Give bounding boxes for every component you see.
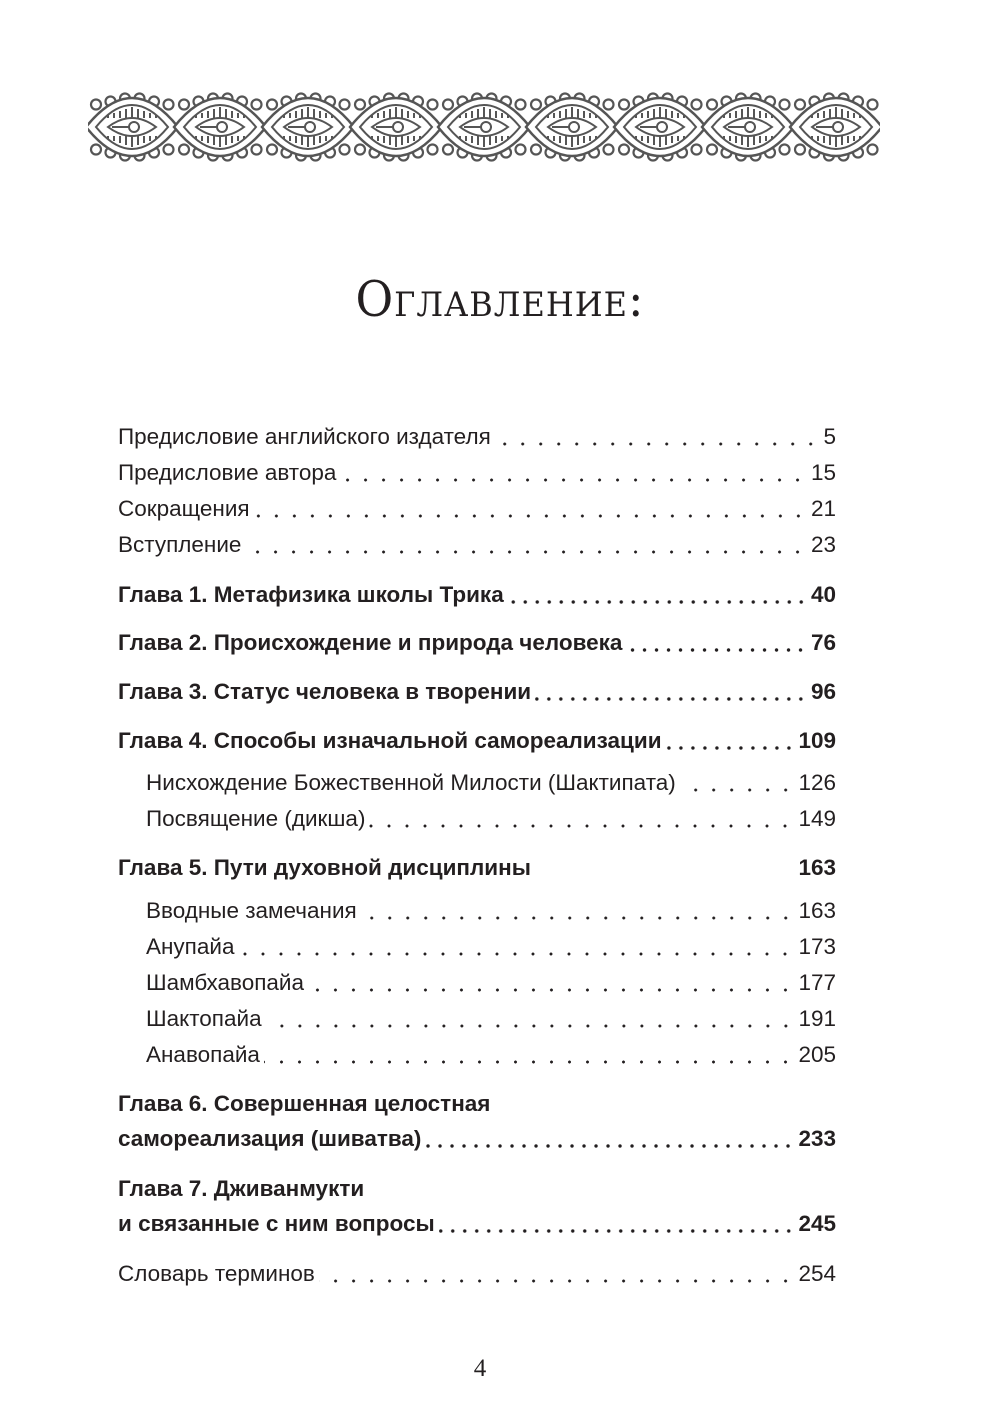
entry-page: 163 <box>798 855 836 880</box>
toc-chapter-line2[interactable] <box>118 1208 836 1240</box>
entry-page: 233 <box>798 1126 836 1151</box>
entry-page: 191 <box>798 1006 836 1031</box>
entry-page: 15 <box>810 460 836 485</box>
dot-leader <box>264 1039 795 1071</box>
entry-label: Посвящение (дикша) <box>146 806 366 831</box>
toc-subentry[interactable] <box>146 931 836 963</box>
decorative-ornament-border <box>88 88 880 166</box>
toc-entry[interactable] <box>118 421 836 453</box>
toc-chapter[interactable] <box>118 725 836 757</box>
dot-leader <box>340 457 807 489</box>
dot-leader <box>425 1123 794 1155</box>
entry-page: 149 <box>798 806 836 831</box>
dot-leader <box>495 421 820 453</box>
dot-leader <box>369 803 794 835</box>
entry-label: Глава 4. Способы изначальной самореализации <box>118 728 662 753</box>
dot-leader <box>319 1258 795 1290</box>
entry-label: Сокращения <box>118 496 250 521</box>
toc-subentry[interactable] <box>146 1003 836 1035</box>
entry-page: 96 <box>810 679 836 704</box>
toc-chapter-line2[interactable] <box>118 1123 836 1155</box>
dot-leader <box>245 529 807 561</box>
entry-page: 205 <box>798 1042 836 1067</box>
toc-subentry[interactable] <box>146 967 836 999</box>
toc-subentry[interactable] <box>146 767 836 799</box>
entry-label: и связанные с ним вопросы <box>118 1211 435 1236</box>
entry-label: Глава 3. Статус человека в творении <box>118 679 532 704</box>
entry-page: 76 <box>810 630 836 655</box>
entry-label: Глава 6. Совершенная целостная <box>118 1091 491 1116</box>
entry-page: 173 <box>798 934 836 959</box>
toc-chapter-line1[interactable] <box>118 1088 836 1120</box>
dot-leader <box>361 895 795 927</box>
entry-page: 40 <box>810 582 836 607</box>
toc-subentry[interactable] <box>146 1039 836 1071</box>
entry-page: 5 <box>823 424 836 449</box>
entry-page: 21 <box>810 496 836 521</box>
toc-subentry[interactable] <box>146 895 836 927</box>
entry-page: 177 <box>798 970 836 995</box>
entry-page: 109 <box>798 728 836 753</box>
toc-subentry[interactable] <box>146 803 836 835</box>
toc-chapter[interactable] <box>118 627 836 659</box>
entry-label: Глава 5. Пути духовной дисциплины <box>118 855 531 880</box>
page-number: 4 <box>473 1355 487 1382</box>
entry-label: Нисхождение Божественной Милости (Шактипата) <box>146 770 676 795</box>
dot-leader <box>238 931 794 963</box>
entry-page: 254 <box>798 1261 836 1286</box>
dot-leader <box>439 1208 795 1240</box>
toc-chapter[interactable] <box>118 579 836 611</box>
dot-leader <box>680 767 795 799</box>
page-title: Оглавление: <box>355 270 645 328</box>
dot-leader <box>535 676 807 708</box>
entry-label: самореализация (шиватва) <box>118 1126 422 1151</box>
toc-entry[interactable] <box>118 1258 836 1290</box>
entry-label: Глава 2. Происхождение и природа человека <box>118 630 623 655</box>
entry-page: 163 <box>798 898 836 923</box>
toc-entry[interactable] <box>118 493 836 525</box>
entry-label: Глава 1. Метафизика школы Трика <box>118 582 504 607</box>
dot-leader <box>666 725 795 757</box>
toc-entry[interactable] <box>118 457 836 489</box>
entry-label: Шамбхавопайа <box>146 970 304 995</box>
entry-page: 23 <box>810 532 836 557</box>
entry-label: Вводные замечания <box>146 898 357 923</box>
entry-label: Словарь терминов <box>118 1261 315 1286</box>
dot-leader <box>254 493 807 525</box>
entry-label: Предисловие английского издателя <box>118 424 491 449</box>
dot-leader <box>266 1003 795 1035</box>
dot-leader <box>626 627 807 659</box>
entry-page: 126 <box>798 770 836 795</box>
dot-leader <box>308 967 794 999</box>
entry-label: Вступление <box>118 532 242 557</box>
toc-chapter[interactable] <box>118 676 836 708</box>
toc-entry[interactable] <box>118 529 836 561</box>
entry-page: 245 <box>798 1211 836 1236</box>
entry-label: Анавопайа <box>146 1042 260 1067</box>
entry-label: Глава 7. Дживанмукти <box>118 1176 365 1201</box>
entry-label: Предисловие автора <box>118 460 337 485</box>
entry-label: Шактопайа <box>146 1006 262 1031</box>
dot-leader <box>508 579 807 611</box>
entry-label: Анупайа <box>146 934 235 959</box>
toc-chapter-line1[interactable] <box>118 1173 836 1205</box>
toc-chapter[interactable] <box>118 852 836 884</box>
